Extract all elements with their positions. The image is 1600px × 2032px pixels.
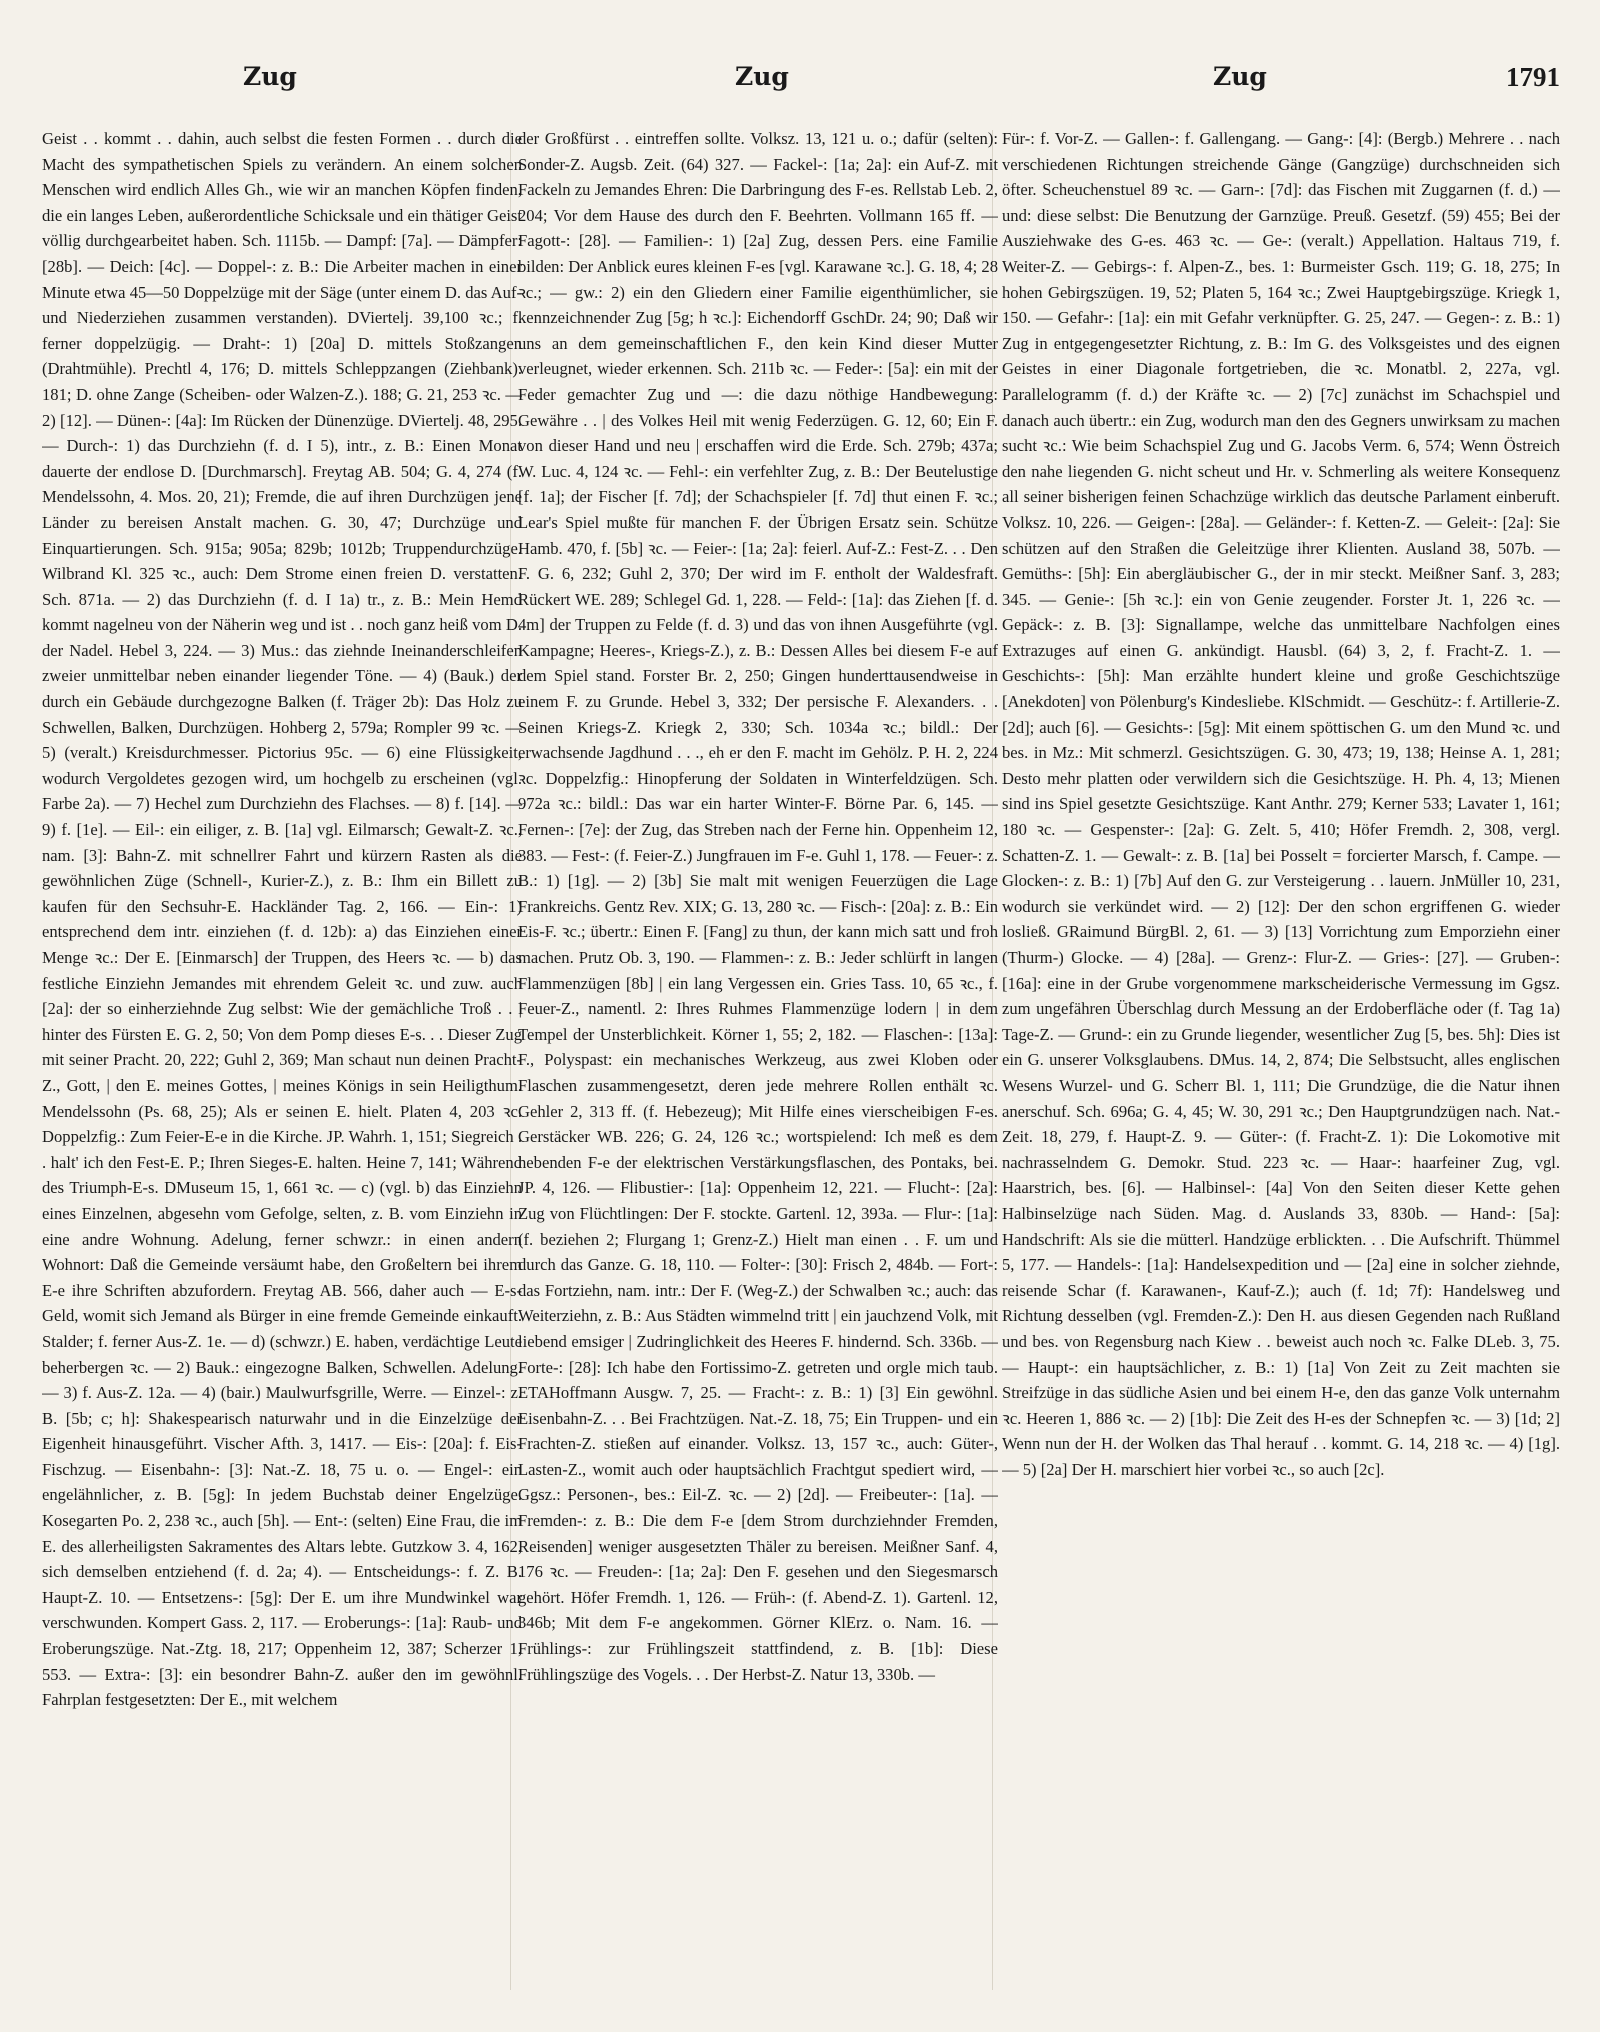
center-headword: Zug xyxy=(735,62,789,91)
right-headword: Zug xyxy=(1213,62,1267,91)
running-header xyxy=(0,62,1600,102)
text-column-3 xyxy=(1002,126,1560,2006)
text-column-2 xyxy=(518,126,998,2006)
column-text: der Großfürst . . eintreffen sollte. Volksz. 13, 121 u. o.; dafür (selten): Sonder-Z. Augsb. Zeit. (64) 327. — Fackel-: [1a; 2a]: ein Auf-Z. mit Fackeln zu Jemandes Ehren: Die Darbringung des F-es. Rellstab Leb. 2, 204; Vor dem Hause des durch den F. Beehrten. Vollmann 165 ff. — Fagott-: [28]. — Familien-: 1) [2a] Zug, dessen Pers. eine Familie bilden: Der Anblick eures kleinen F-es [vgl. Karawane ꝛc.]. G. 18, 4; 28 ꝛc.; — gw.: 2) ein den Gliedern einer Familie eigenthümlicher, sie kennzeichnender Zug [5g; h ꝛc.]: Eichendorff GschDr. 24; 90; Daß wir uns an dem gemeinschaftlichen F., den kein Kind dieser Mutter verleugnet, wieder erkennen. Sch. 211b ꝛc. — Feder-: [5a]: ein mit der Feder gemachter Zug und —: die dazu nöthige Handbewegung: Gewähre . . | des Volkes Heil mit wenig Federzügen. G. 12, 60; Ein F. von dieser Hand und neu | erschaffen wird die Erde. Sch. 279b; 437a; W. Luc. 4, 124 ꝛc. — Fehl-: ein verfehlter Zug, z. B.: Der Beutelustige [f. 1a]; der Fischer [f. 7d]; der Schachspieler [f. 7d] thut einen F. ꝛc.; Lear's Spiel mußte für manchen F. der Übrigen Ersatz sein. Schütze Hamb. 470, f. [5b] ꝛc. — Feier-: [1a; 2a]: feierl. Auf-Z.: Fest-Z. . . Den F. G. 6, 232; Guhl 2, 370; Der wird im F. entholt der Waldesfraft. Rückert WE. 289; Schlegel Gd. 1, 228. — Feld-: [1a]: das Ziehen [f. d. 4m] der Truppen zu Felde (f. d. 3) und das von ihnen Ausgeführte (vgl. Kampagne; Heeres-, Kriegs-Z.), z. B.: Dessen Alles bei diesem F-e auf dem Spiel stand. Forster Br. 2, 250; Gingen hunderttausendweise in einem F. zu Grunde. Hebel 3, 332; Der persische F. Alexanders. . . Seinen Kriegs-Z. Kriegk 2, 330; Sch. 1034a ꝛc.; bildl.: Der erwachsende Jagdhund . . ., eh er den F. macht im Gehölz. P. H. 2, 224 ꝛc. Doppelzfig.: Hinopferung der Soldaten in Winterfeldzügen. Sch. 972a ꝛc.: bildl.: Das war ein harter Winter-F. Börne Par. 6, 145. — Fernen-: [7e]: der Zug, das Streben nach der Ferne hin. Oppenheim 12, 383. — Fest-: (f. Feier-Z.) Jungfrauen im F-e. Guhl 1, 178. — Feuer-: z. B.: 1) [1g]. — 2) [3b] Sie malt mit wenigen Feuerzügen die Lage Frankreichs. Gentz Rev. XIX; G. 13, 280 ꝛc. — Fisch-: [20a]: z. B.: Ein Eis-F. ꝛc.; übertr.: Einen F. [Fang] zu thun, der kann mich satt und froh machen. Prutz Ob. 3, 190. — Flammen-: z. B.: Jeder schlürft in langen Flammenzügen [8b] | ein lang Vergessen ein. Gries Tass. 10, 65 ꝛc., f. Feuer-Z., namentl. 2: Ihres Ruhmes Flammenzüge lodern | in dem Tempel der Unsterblichkeit. Körner 1, 55; 2, 182. — Flaschen-: [13a]: F., Polyspast: ein mechanisches Werkzeug, aus zwei Kloben oder Flaschen zusammengesetzt, deren jede mehrere Rollen enthält ꝛc. Gehler 2, 313 ff. (f. Hebezeug); Mit Hilfe eines vierscheibigen F-es. Gerstäcker WB. 226; G. 24, 126 ꝛc.; wortspielend: Ich meß es dem hebenden F-e der elektrischen Verstärkungsflaschen, des Pontaks, bei. JP. 4, 126. — Flibustier-: [1a]: Oppenheim 12, 221. — Flucht-: [2a]: Zug von Flüchtlingen: Der F. stockte. Gartenl. 12, 393a. — Flur-: [1a]: (f. beziehen 2; Flurgang 1; Grenz-Z.) Hielt man einen . . F. um und durch das Ganze. G. 18, 110. — Folter-: [30]: Frisch 2, 484b. — Fort-: das Fortziehn, nam. intr.: Der F. (Weg-Z.) der Schwalben ꝛc.; auch: das Weiterziehn, z. B.: Aus Städten wimmelnd tritt | ein jauchzend Volk, mit liebend emsiger | Zudringlichkeit des Heeres F. hindernd. Sch. 336b. — Forte-: [28]: Ich habe den Fortissimo-Z. getreten und orgle mich taub. ETAHoffmann Ausgw. 7, 25. — Fracht-: z. B.: 1) [3] Ein gewöhnl. Eisenbahn-Z. . . Bei Frachtzügen. Nat.-Z. 18, 75; Ein Truppen- und ein Frachten-Z. stießen auf einander. Volksz. 13, 157 ꝛc., auch: Güter-, Lasten-Z., womit auch oder hauptsächlich Frachtgut spediert wird, — Ggsz.: Personen-, bes.: Eil-Z. ꝛc. — 2) [2d]. — Freibeuter-: [1a]. — Fremden-: z. B.: Die dem F-e [dem Strom durchziehnder Fremden, Reisenden] weniger ausgesetzten Thäler zu bereisen. Meißner Sanf. 4, 176 ꝛc. — Freuden-: [1a; 2a]: Den F. gesehen und den Siegesmarsch gehört. Höfer Fremdh. 1, 126. — Früh-: (f. Abend-Z. 1). Gartenl. 12, 346b; Mit dem F-e angekommen. Görner KlErz. o. Nam. 16. — Frühlings-: zur Frühlingszeit stattfindend, z. B. [1b]: Diese Frühlingszüge des Vogels. . . Der Herbst-Z. Natur 13, 330b. — xyxy=(518,129,998,1684)
text-column-1 xyxy=(42,126,522,2006)
column-text: Geist . . kommt . . dahin, auch selbst die festen Formen . . durch die Macht des sympathetischen Spiels zu verändern. An einem solchen Menschen wird endlich Alles Gh., wie wir an manchen Köpfen finden, die ein langes Leben, außerordentliche Schicksale und ein thätiger Geist völlig durchgearbeitet haben. Sch. 1115b. — Dampf: [7a]. — Dämpfer: [28b]. — Deich: [4c]. — Doppel-: z. B.: Die Arbeiter machen in einer Minute etwa 45—50 Doppelzüge mit der Säge (unter einem D. das Auf- und Niederziehen zusammen verstanden). DViertelj. 39,100 ꝛc.; f. ferner doppelzügig. — Draht-: 1) [20a] D. mittels Stoßzangen (Drahtmühle). Prechtl 4, 176; D. mittels Schleppzangen (Ziehbank). 181; D. ohne Zange (Scheiben- oder Walzen-Z.). 188; G. 21, 253 ꝛc. — 2) [12]. — Dünen-: [4a]: Im Rücken der Dünenzüge. DViertelj. 48, 295. — Durch-: 1) das Durchziehn (f. d. I 5), intr., z. B.: Einen Monat dauerte der endlose D. [Durchmarsch]. Freytag AB. 504; G. 4, 274 (f. Mendelssohn, 4. Mos. 20, 21); Fremde, die auf ihren Durchzügen jene Länder zu bereisen Anstalt machen. G. 30, 47; Durchzüge und Einquartierungen. Sch. 915a; 905a; 829b; 1012b; Truppendurchzüge. Wilbrand Kl. 325 ꝛc., auch: Dem Strome einen freien D. verstatten. Sch. 871a. — 2) das Durchziehn (f. d. I 1a) tr., z. B.: Mein Hemd kommt nagelneu von der Näherin weg und ist . . noch ganz heiß vom D. der Nadel. Hebel 3, 224. — 3) Mus.: das ziehnde Ineinanderschleifen zweier unmittelbar neben einander liegender Töne. — 4) (Bauk.) der durch ein Gebäude durchgezogne Balken (f. Träger 2b): Das Holz zu Schwellen, Balken, Durchzügen. Hohberg 2, 579a; Rompler 99 ꝛc. — 5) (veralt.) Kreisdurchmesser. Pictorius 95c. — 6) eine Flüssigkeit, wodurch Vergoldetes gezogen wird, um hochgelb zu erscheinen (vgl. Farbe 2a). — 7) Hechel zum Durchziehn des Flachses. — 8) f. [14]. — 9) f. [1e]. — Eil-: ein eiliger, z. B. [1a] vgl. Eilmarsch; Gewalt-Z. ꝛc., nam. [3]: Bahn-Z. mit schnellrer Fahrt und kürzern Rasten als die gewöhnlichen Züge (Schnell-, Kurier-Z.), z. B.: Ihm ein Billett zu kaufen für den Sechsuhr-E. Hackländer Tag. 2, 166. — Ein-: 1) entsprechend dem intr. einziehen (f. d. 12b): a) das Einziehen einer Menge ꝛc.: Der E. [Einmarsch] der Truppen, des Heers ꝛc. — b) das festliche Einziehn Jemandes mit ehrendem Geleit ꝛc. und zuw. auch [2a]: der so einherziehnde Zug selbst: Wie der gemächliche Troß . . | hinter des Fürsten E. G. 2, 50; Von dem Pomp dieses E-s. . . Dieser Zug mit seiner Pracht. 20, 222; Guhl 2, 369; Man schaut nun deinen Pracht-Z., Gott, | den E. meines Gottes, | meines Königs in sein Heiligthum. Mendelssohn (Ps. 68, 25); Als er seinen E. hielt. Platen 4, 203 ꝛc. Doppelzfig.: Zum Feier-E-e in die Kirche. JP. Wahrh. 1, 151; Siegreich . . halt' ich den Fest-E. P.; Ihren Sieges-E. halten. Heine 7, 141; Während des Triumph-E-s. DMuseum 15, 1, 661 ꝛc. — c) (vgl. b) das Einziehn eines Einzelnen, abgesehn vom Gefolge, selten, z. B. vom Einziehn in eine andre Wohnung. Adelung, ferner schwzr.: in einen andern Wohnort: Daß die Gemeinde versäumt habe, den Großeltern bei ihrem E-e ihre Schriften abzufordern. Freytag AB. 566, daher auch — E-s-Geld, womit sich Jemand als Bürger in eine fremde Gemeinde einkauft. Stalder; f. ferner Aus-Z. 1e. — d) (schwzr.) E. haben, verdächtige Leute beherbergen ꝛc. — 2) Bauk.: eingezogne Balken, Schwellen. Adelung. — 3) f. Aus-Z. 12a. — 4) (bair.) Maulwurfsgrille, Werre. — Einzel-: z. B. [5b; c; h]: Shakespearisch naturwahr und in die Einzelzüge der Eigenheit hinausgeführt. Vischer Afth. 3, 1417. — Eis-: [20a]: f. Eis-Fischzug. — Eisenbahn-: [3]: Nat.-Z. 18, 75 u. o. — Engel-: ein engelähnlicher, z. B. [5g]: In jedem Buchstab deiner Engelzüge. Kosegarten Po. 2, 238 ꝛc., auch [5h]. — Ent-: (selten) Eine Frau, die im E. des allerheiligsten Sakramentes des Altars lebte. Gutzkow 3. 4, 162, sich demselben entziehend (f. d. 2a; 4). — Entscheidungs-: f. Z. B. Haupt-Z. 10. — Entsetzens-: [5g]: Der E. um ihre Mundwinkel war verschwunden. Kompert Gass. 2, 117. — Eroberungs-: [1a]: Raub- und Eroberungszüge. Nat.-Ztg. 18, 217; Oppenheim 12, 387; Scherzer 1, 553. — Extra-: [3]: ein besondrer Bahn-Z. außer den im gewöhnl. Fahrplan festgesetzten: Der E., mit welchem xyxy=(42,129,522,1710)
column-text: Für-: f. Vor-Z. — Gallen-: f. Gallengang. — Gang-: [4]: (Bergb.) Mehrere . . nach verschiedenen Richtungen streichende Gänge (Gangzüge) durchschneiden sich öfter. Scheuchenstuel 89 ꝛc. — Garn-: [7d]: das Fischen mit Zuggarnen (f. d.) — und: diese selbst: Die Benutzung der Garnzüge. Preuß. Gesetzf. (59) 455; Bei der Ausziehwake des G-es. 463 ꝛc. — Ge-: (veralt.) Appellation. Haltaus 719, f. Weiter-Z. — Gebirgs-: f. Alpen-Z., bes. 1: Burmeister Gsch. 119; G. 18, 275; In hohen Gebirgszügen. 19, 52; Platen 5, 164 ꝛc.; Zwei Hauptgebirgszüge. Kriegk 1, 150. — Gefahr-: [1a]: ein mit Gefahr verknüpfter. G. 25, 247. — Gegen-: z. B.: 1) Zug in entgegengesetzter Richtung, z. B.: Im G. des Volksgeistes und des eignen Geistes in einer Diagonale fortgetrieben, die ꝛc. Monatbl. 2, 227a, vgl. Parallelogramm (f. d.) der Kräfte ꝛc. — 2) [7c] zunächst im Schachspiel und danach auch übertr.: ein Zug, wodurch man den des Gegners unwirksam zu machen sucht ꝛc.: Wie beim Schachspiel Zug und G. Jacobs Verm. 6, 574; Wenn Östreich den nahe liegenden G. nicht scheut und Hr. v. Schmerling als weitere Konsequenz all seiner bisherigen feinen Schachzüge wirklich das deutsche Parlament einberuft. Volksz. 10, 226. — Geigen-: [28a]. — Geländer-: f. Ketten-Z. — Geleit-: [2a]: Sie schützen auf den Straßen die Geleitzüge ihrer Klienten. Ausland 38, 507b. — Gemüths-: [5h]: Ein abergläubischer G., der in mir steckt. Meißner Sanf. 3, 283; 345. — Genie-: [5h ꝛc.]: ein von Genie zeugender. Forster Jt. 1, 226 ꝛc. — Gepäck-: z. B. [3]: Signallampe, welche das unmittelbare Nachfolgen eines Extrazuges auf einen G. ankündigt. Hausbl. (64) 3, 2, f. Fracht-Z. 1. — Geschichts-: [5h]: Man erzählte hundert kleine und große Geschichtszüge [Anekdoten] von Pölenburg's Kindesliebe. KlSchmidt. — Geschütz-: f. Artillerie-Z. [2d]; auch [6]. — Gesichts-: [5g]: Mit einem spöttischen G. um den Mund ꝛc. und bes. in Mz.: Mit schmerzl. Gesichtszügen. G. 30, 473; 19, 138; Heinse A. 1, 281; Desto mehr platten oder verwildern sich die Gesichtszüge. H. Ph. 4, 13; Mienen sind ins Spiel gesetzte Gesichtszüge. Kant Anthr. 279; Kerner 533; Lavater 1, 161; 180 ꝛc. — Gespenster-: [2a]: G. Zelt. 5, 410; Höfer Fremdh. 2, 308, vergl. Schatten-Z. 1. — Gewalt-: z. B. [1a] bei Posselt = forcierter Marsch, f. Campe. — Glocken-: z. B.: 1) [7b] Auf den G. zur Versteigerung . . lauern. JnMüller 10, 231, wodurch sie verkündet wird. — 2) [12]: Der den schon ergriffenen G. wieder losließ. GRaimund BürgBl. 2, 61. — 3) [13] Vorrichtung zum Emporziehn einer (Thurm-) Glocke. — 4) [28a]. — Grenz-: Flur-Z. — Gries-: [27]. — Gruben-: [16a]: eine in der Grube vorgenommene markscheiderische Vermessung im Ggsz. zum ungefähren Überschlag durch Messung an der Erdoberfläche oder (f. Tag 1a) Tage-Z. — Grund-: ein zu Grunde liegender, wesentlicher Zug [5, bes. 5h]: Dies ist ein G. unserer Volksglaubens. DMus. 14, 2, 874; Die Selbstsucht, alles englischen Wesens Wurzel- und G. Scherr Bl. 1, 111; Die Grundzüge, die die Natur ihnen anerschuf. Sch. 696a; G. 4, 45; W. 30, 291 ꝛc.; Den Hauptgrundzügen nach. Nat.-Zeit. 18, 279, f. Haupt-Z. 9. — Güter-: (f. Fracht-Z. 1): Die Lokomotive mit nachrasselndem G. Demokr. Stud. 223 ꝛc. — Haar-: haarfeiner Zug, vgl. Haarstrich, bes. [6]. — Halbinsel-: [4a] Von den Seiten dieser Kette gehen Halbinselzüge nach Süden. Mag. d. Auslands 33, 830b. — Hand-: [5a]: Handschrift: Als sie die mütterl. Handzüge erblickten. . . Die Aufschrift. Thümmel 5, 177. — Handels-: [1a]: Handelsexpedition und — [2a] eine in solcher ziehnde, reisende Schar (f. Karawanen-, Kauf-Z.); auch (f. 1d; 7f): Handelsweg und Richtung desselben (vgl. Fremden-Z.): Den H. aus diesen Gegenden nach Rußland und bes. von Regensburg nach Kiew . . beweist auch noch ꝛc. Falke DLeb. 3, 75. — Haupt-: ein hauptsächlicher, z. B.: 1) [1a] Von Zeit zu Zeit machten sie Streifzüge in das südliche Asien und bei einem H-e, den das ganze Volk unternahm ꝛc. Heeren 1, 886 ꝛc. — 2) [1b]: Die Zeit des H-es der Schnepfen ꝛc. — 3) [1d; 2] Wenn nun der H. der Wolken das Thal herauf . . kommt. G. 14, 218 ꝛc. — 4) [1g]. — 5) [2a] Der H. marschiert hier vorbei ꝛc., so auch [2c]. xyxy=(1002,129,1560,1479)
left-headword: Zug xyxy=(243,62,297,91)
page-number: 1791 xyxy=(1506,62,1560,92)
